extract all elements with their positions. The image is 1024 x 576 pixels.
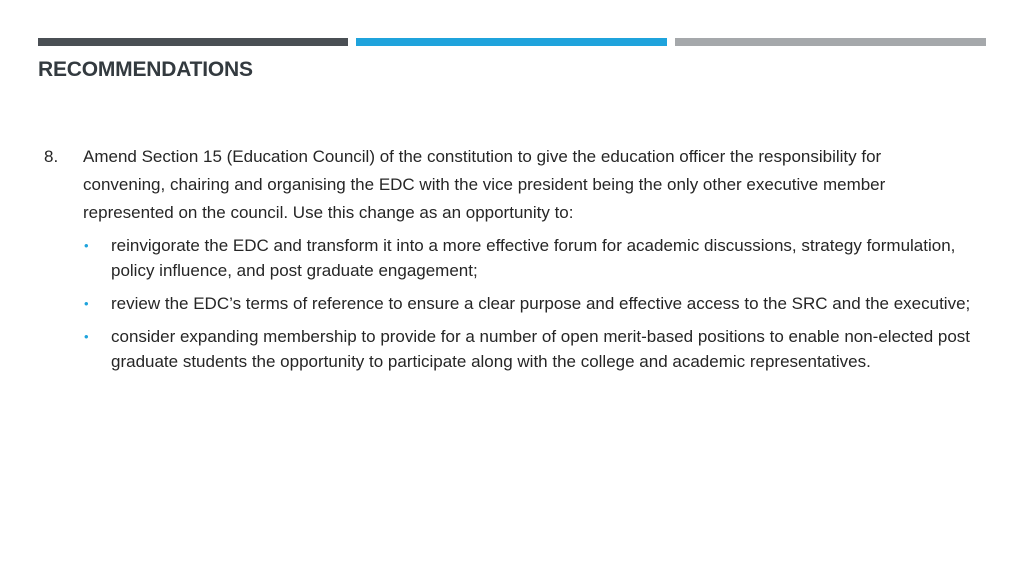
bullet-item — [83, 324, 974, 374]
bullet-text: consider expanding membership to provide for a number of open merit-based positions to enable non-elected post graduate students the opportunity to participate along with the college and academic representatives. — [111, 327, 971, 371]
recommendation-item — [44, 143, 974, 374]
bullet-text: reinvigorate the EDC and transform it into a more effective forum for academic discussions, strategy formulation, policy influence, and post graduate engagement; — [111, 236, 956, 280]
bullet-icon: • — [84, 329, 89, 344]
bullet-text: review the EDC’s terms of reference to ensure a clear purpose and effective access to the SRC and the executive; — [111, 294, 971, 313]
accent-bar-dark — [38, 38, 348, 46]
recommendation-text: Amend Section 15 (Education Council) of the constitution to give the education officer the responsibility for convening, chairing and organising the EDC with the vice president being the only other executive member represented on the council. Use this change as an opportunity to: — [83, 147, 886, 222]
bullet-item — [83, 233, 974, 283]
bullet-item — [83, 291, 974, 316]
slide-title: RECOMMENDATIONS — [38, 58, 253, 81]
accent-bar-blue — [356, 38, 667, 46]
bullet-icon: • — [84, 296, 89, 311]
recommendation-bullets — [83, 233, 974, 374]
accent-bars — [38, 38, 986, 46]
bullet-icon: • — [84, 238, 89, 253]
accent-bar-gray — [675, 38, 986, 46]
slide-content — [44, 143, 974, 382]
recommendation-number: 8. — [44, 147, 59, 166]
